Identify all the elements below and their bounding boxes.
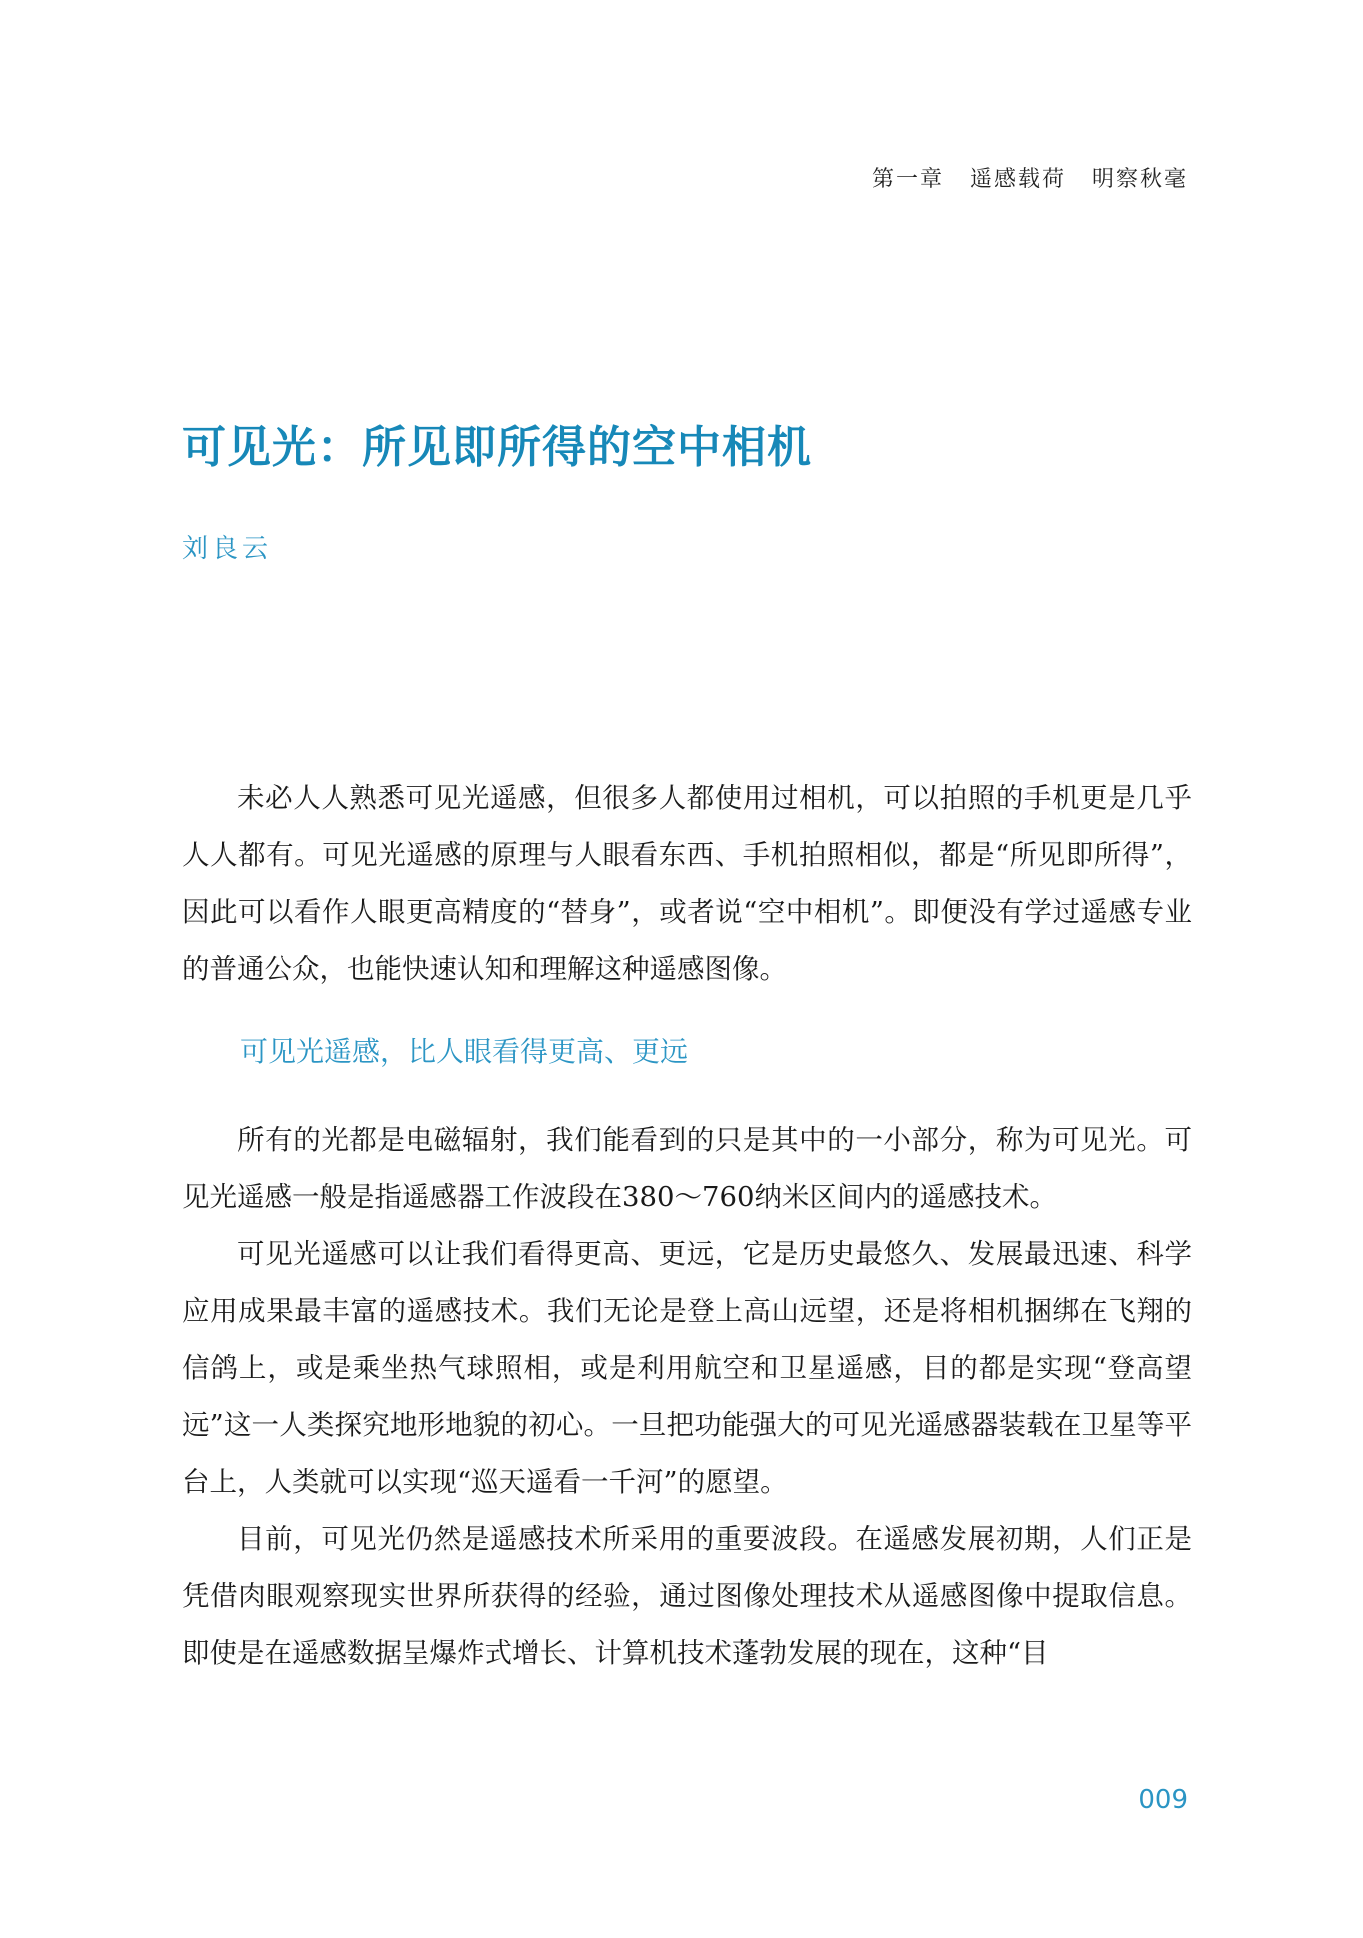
section-subheading: 可见光遥感，比人眼看得更高、更远 [240,1035,689,1068]
paragraph-higher-farther: 可见光遥感可以让我们看得更高、更远，它是历史最悠久、发展最迅速、科学应用成果最丰富的遥感技术。我们无论是登上高山远望，还是将相机捆绑在飞翔的信鸽上，或是乘坐热气球照相，或是利用航空和卫星遥感，目的都是实现“登高望远”这一人类探究地形地貌的初心。一旦把功能强大的可见光遥感器装载在卫星等平台上，人类就可以实现“巡天遥看一千河”的愿望。 [182,1238,1192,1498]
chapter-title-part2: 明察秋毫 [1091,167,1188,192]
paragraph-intro: 未必人人熟悉可见光遥感，但很多人都使用过相机，可以拍照的手机更是几乎人人都有。可见光遥感的原理与人眼看东西、手机拍照相似，都是“所见即所得”，因此可以看作人眼更高精度的“替身”，或者说“空中相机”。即便没有学过遥感专业的普通公众，也能快速认知和理解这种遥感图像。 [182,782,1192,985]
author-name: 刘良云 [182,534,273,564]
chapter-label: 第一章 [871,167,944,192]
article-title: 可见光：所见即所得的空中相机 [182,422,812,474]
running-header [872,162,1188,193]
paragraph-visible-light: 所有的光都是电磁辐射，我们能看到的只是其中的一小部分，称为可见光。可见光遥感一般是指遥感器工作波段在380～760纳米区间内的遥感技术。 [182,1124,1192,1213]
paragraph-current-status: 目前，可见光仍然是遥感技术所采用的重要波段。在遥感发展初期，人们正是凭借肉眼观察现实世界所获得的经验，通过图像处理技术从遥感图像中提取信息。即使是在遥感数据呈爆炸式增长、计算机技术蓬勃发展的现在，这种“目 [182,1523,1192,1669]
chapter-title-part1: 遥感载荷 [969,167,1066,192]
page-number: 009 [1138,1785,1188,1815]
